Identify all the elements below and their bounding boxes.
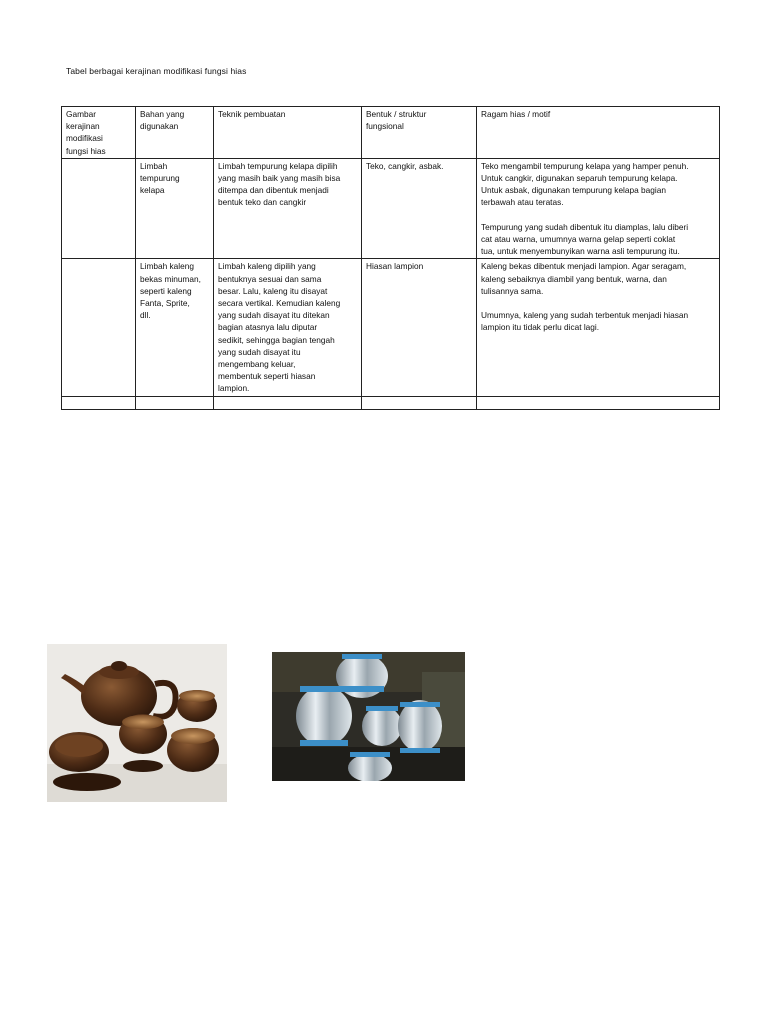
header-cell-bahan: Bahan yang digunakan bbox=[136, 107, 214, 159]
table-cell: Kaleng bekas dibentuk menjadi lampion. Agar seragam, kaleng sebaiknya diambil yang bentuk, warna, dan tulisannya sama. Umumnya, kaleng yang sudah terbentuk menjadi hiasan lampion itu tidak perlu dicat lagi. bbox=[477, 259, 720, 396]
table-cell: Limbah tempurung kelapa bbox=[136, 158, 214, 259]
table-cell bbox=[214, 396, 362, 409]
header-cell-bentuk: Bentuk / struktur fungsional bbox=[362, 107, 477, 159]
table-cell bbox=[362, 396, 477, 409]
table-cell: Hiasan lampion bbox=[362, 259, 477, 396]
header-cell-ragam: Ragam hias / motif bbox=[477, 107, 720, 159]
table-cell bbox=[136, 396, 214, 409]
can-lantern-decoration-photo bbox=[272, 652, 465, 781]
table-header-row bbox=[62, 107, 720, 159]
table-cell: Limbah tempurung kelapa dipilih yang masih baik yang masih bisa ditempa dan dibentuk menjadi bentuk teko dan cangkir bbox=[214, 158, 362, 259]
header-cell-teknik: Teknik pembuatan bbox=[214, 107, 362, 159]
table-cell: Limbah kaleng dipilih yang bentuknya sesuai dan sama besar. Lalu, kaleng itu disayat secara vertikal. Kemudian kaleng yang sudah disayat itu ditekan bagian atasnya lalu diputar sedikit, sehingga bagian tengah yang sudah disayat itu mengembang keluar, membentuk seperti hiasan lampion. bbox=[214, 259, 362, 396]
table-row bbox=[62, 396, 720, 409]
coconut-shell-tea-set-photo bbox=[47, 644, 227, 802]
table-row bbox=[62, 158, 720, 259]
table-cell bbox=[62, 396, 136, 409]
table-row bbox=[62, 259, 720, 396]
table-cell: Teko mengambil tempurung kelapa yang hamper penuh. Untuk cangkir, digunakan separuh tempurung kelapa. Untuk asbak, digunakan tempurung kelapa bagian terbawah atau teratas. Tempurung yang sudah dibentuk itu diamplas, lalu diberi cat atau warna, umumnya warna gelap seperti coklat tua, untuk menyembunyikan warna asli tempurung itu. bbox=[477, 158, 720, 259]
table-cell: Teko, cangkir, asbak. bbox=[362, 158, 477, 259]
craft-table bbox=[61, 106, 720, 410]
header-cell-gambar: Gambar kerajinan modifikasi fungsi hias bbox=[62, 107, 136, 159]
table-cell: Limbah kaleng bekas minuman, seperti kaleng Fanta, Sprite, dll. bbox=[136, 259, 214, 396]
table-cell bbox=[62, 259, 136, 396]
table-cell bbox=[477, 396, 720, 409]
document-title: Tabel berbagai kerajinan modifikasi fungsi hias bbox=[66, 66, 247, 76]
table-cell bbox=[62, 158, 136, 259]
